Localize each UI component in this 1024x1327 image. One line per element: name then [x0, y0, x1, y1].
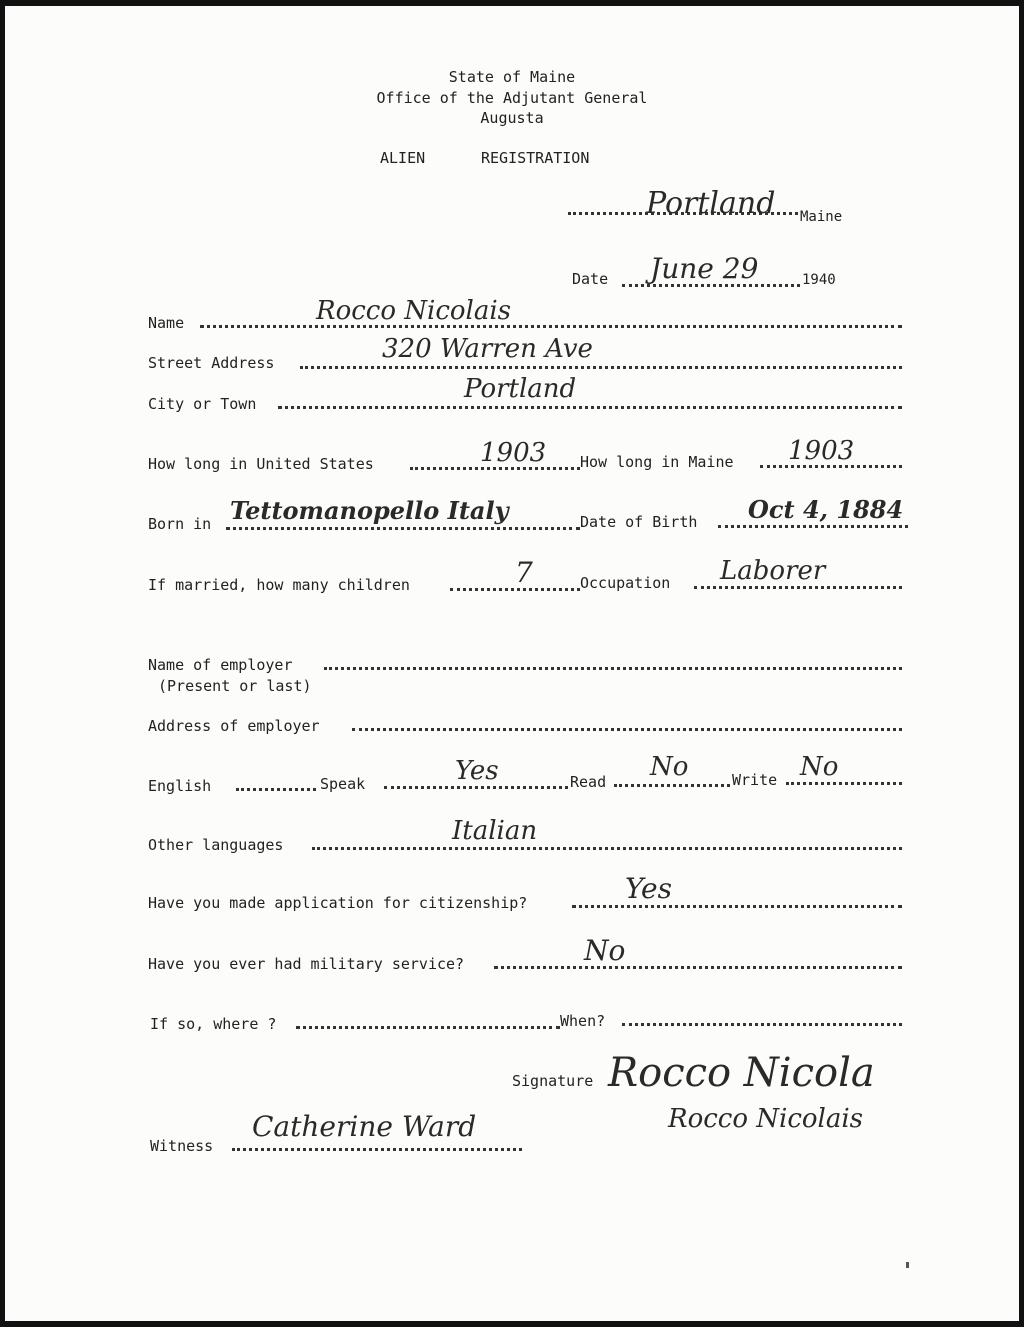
scan-border-left — [0, 0, 5, 1327]
other-languages-label: Other languages — [148, 836, 284, 854]
dob-label: Date of Birth — [580, 513, 698, 531]
citizenship-value: Yes — [625, 872, 672, 905]
when-label: When? — [560, 1012, 606, 1030]
write-label: Write — [732, 771, 778, 789]
where-label: If so, where ? — [150, 1015, 277, 1033]
scan-border-bottom — [0, 1321, 1024, 1327]
street-value: 320 Warren Ave — [382, 334, 593, 364]
occupation-label: Occupation — [580, 574, 671, 592]
scan-border-right — [1019, 0, 1024, 1327]
street-line — [300, 366, 902, 369]
read-line — [614, 784, 730, 787]
occupation-line — [694, 586, 902, 589]
town-value: Portland — [646, 186, 776, 221]
maine-label: Maine — [800, 209, 843, 225]
header-registration: REGISTRATION — [481, 149, 590, 167]
long-us-label: How long in United States — [148, 455, 374, 473]
citizenship-label: Have you made application for citizenship? — [148, 894, 528, 912]
date-value: June 29 — [650, 252, 759, 285]
city-line — [278, 406, 902, 409]
military-value: No — [584, 934, 626, 967]
military-line — [494, 966, 902, 969]
name-value: Rocco Nicolais — [316, 296, 512, 326]
witness-label: Witness — [150, 1137, 214, 1155]
where-line — [296, 1026, 560, 1029]
header-city: Augusta — [480, 109, 544, 127]
read-label: Read — [570, 773, 607, 791]
married-label: If married, how many children — [148, 576, 410, 594]
dob-line — [718, 525, 908, 528]
dob-value: Oct 4, 1884 — [748, 495, 904, 524]
name-line — [200, 325, 902, 328]
header-state: State of Maine — [448, 68, 576, 86]
speak-line — [384, 786, 568, 789]
year-label: 1940 — [802, 272, 836, 288]
header-alien: ALIEN — [380, 149, 426, 167]
employer-address-label: Address of employer — [148, 717, 320, 735]
english-line — [236, 788, 316, 791]
speak-label: Speak — [320, 775, 366, 793]
scan-border-top — [0, 0, 1024, 6]
citizenship-line — [572, 905, 902, 908]
military-label: Have you ever had military service? — [148, 955, 465, 973]
signature-label: Signature — [512, 1072, 594, 1090]
date-label: Date — [572, 270, 609, 288]
name-label: Name — [148, 314, 185, 332]
street-label: Street Address — [148, 354, 275, 372]
employer-note: (Present or last) — [158, 677, 312, 695]
write-line — [786, 782, 902, 785]
signature-value: Rocco Nicola — [608, 1050, 875, 1096]
children-value: 7 — [515, 556, 533, 589]
occupation-value: Laborer — [720, 556, 826, 586]
employer-label: Name of employer — [148, 656, 293, 674]
long-us-value: 1903 — [480, 438, 547, 468]
born-value: Tettomanopello Italy — [230, 496, 509, 525]
english-label: English — [148, 777, 212, 795]
other-languages-line — [312, 847, 902, 850]
employer-line — [324, 667, 902, 670]
speak-value: Yes — [455, 756, 499, 786]
city-value: Portland — [464, 374, 577, 404]
write-value: No — [800, 752, 839, 782]
born-line — [226, 527, 580, 530]
long-maine-value: 1903 — [788, 436, 855, 466]
when-line — [622, 1023, 902, 1026]
read-value: No — [650, 752, 689, 782]
signature-print-value: Rocco Nicolais — [668, 1104, 864, 1134]
employer-address-line — [352, 728, 902, 731]
city-label: City or Town — [148, 395, 257, 413]
scan-speck — [906, 1262, 909, 1268]
other-languages-value: Italian — [452, 816, 538, 846]
witness-value: Catherine Ward — [252, 1110, 477, 1143]
born-label: Born in — [148, 515, 212, 533]
header-office: Office of the Adjutant General — [376, 89, 648, 107]
long-maine-label: How long in Maine — [580, 453, 734, 471]
witness-line — [232, 1148, 522, 1151]
